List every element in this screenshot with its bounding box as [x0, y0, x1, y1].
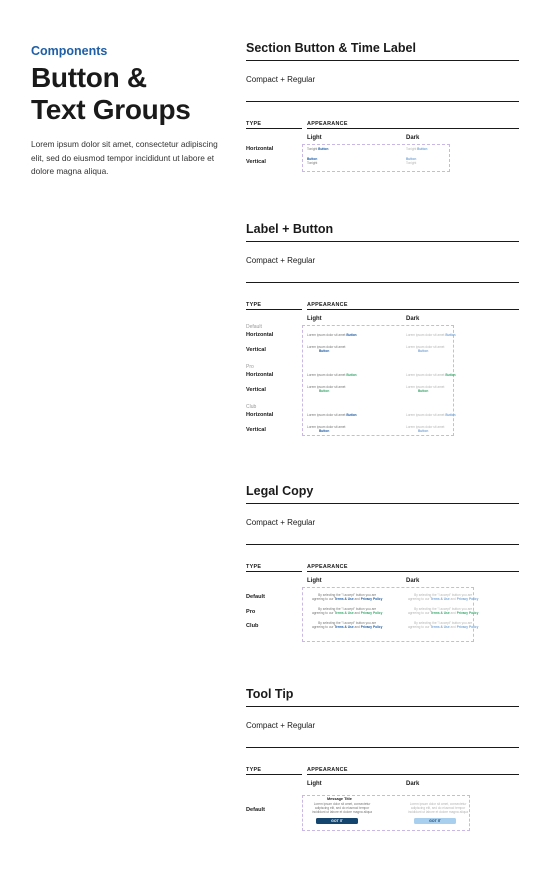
- preview-dark-vertical: Lorem ipsum dolor sit amet Button: [406, 425, 445, 433]
- intro-panel: [31, 44, 221, 179]
- legal-light-club: By selecting the "I accept" button you are agreeing to our Terms & Use and Privacy Policy: [312, 621, 383, 629]
- button-link[interactable]: Button: [445, 413, 456, 417]
- preview-dark-vertical: Lorem ipsum dolor sit amet Button: [406, 385, 445, 393]
- column-headers: [246, 129, 519, 143]
- button-link[interactable]: Button: [319, 389, 330, 393]
- appearance-header: APPEARANCE: [307, 302, 348, 308]
- legal-dark-default: By selecting the "I accept" button you are agreeing to our Terms & Use and Privacy Policy: [408, 593, 479, 601]
- section-subtitle: Compact + Regular: [246, 721, 316, 730]
- section-tool-tip: [246, 686, 519, 840]
- section-subtitle: Compact + Regular: [246, 256, 316, 265]
- appearance-header: APPEARANCE: [307, 767, 348, 773]
- section-title: Tool Tip: [246, 687, 294, 701]
- table-header: [246, 301, 519, 309]
- preview-light-vertical: Button Tonight: [307, 157, 318, 165]
- button-link[interactable]: Button: [346, 373, 357, 377]
- divider: [246, 60, 519, 61]
- tooltip-title: Message Title: [327, 797, 352, 801]
- dark-column-header: Dark: [406, 316, 420, 322]
- button-link[interactable]: Button: [346, 333, 357, 337]
- legal-dark-pro: By selecting the "I accept" button you are agreeing to our Terms & Use and Privacy Policy: [408, 607, 479, 615]
- eyebrow-label: Components: [31, 44, 108, 58]
- appearance-grid: [246, 324, 519, 444]
- appearance-grid: [246, 143, 519, 183]
- type-header: TYPE: [246, 767, 262, 773]
- group-label-club: Club: [246, 404, 257, 410]
- divider: [246, 241, 519, 242]
- row-label-club: Club: [246, 623, 259, 629]
- column-headers: [246, 310, 519, 324]
- appearance-header: APPEARANCE: [307, 564, 348, 570]
- legal-light-default: By selecting the "I accept" button you are agreeing to our Terms & Use and Privacy Policy: [312, 593, 383, 601]
- preview-dark-vertical: Lorem ipsum dolor sit amet Button: [406, 345, 445, 353]
- button-link[interactable]: Button: [417, 147, 428, 151]
- appearance-grid: [246, 594, 519, 644]
- divider: [246, 503, 519, 504]
- preview-dark-horizontal: Lorem ipsum dolor sit amet Button: [406, 373, 456, 377]
- section-subtitle: Compact + Regular: [246, 518, 316, 527]
- group-label-pro: Pro: [246, 364, 254, 370]
- preview-light-vertical: Lorem ipsum dolor sit amet Button: [307, 385, 346, 393]
- button-link[interactable]: Button: [319, 429, 330, 433]
- appearance-grid: [246, 795, 519, 840]
- divider: [246, 706, 519, 707]
- preview-light-horizontal: Tonight Button: [307, 147, 329, 151]
- button-link[interactable]: Button: [319, 349, 330, 353]
- row-label-horizontal: Horizontal: [246, 372, 274, 378]
- page-title: [31, 62, 221, 126]
- section-title: Legal Copy: [246, 484, 314, 498]
- group-label-default: Default: [246, 324, 262, 330]
- column-headers: [246, 775, 519, 795]
- light-column-header: Light: [307, 316, 322, 322]
- button-link[interactable]: Button: [418, 389, 429, 393]
- intro-body: Lorem ipsum dolor sit amet, consectetur adipiscing elit, sed do eiusmod tempor incididunt ut labore et dolore magna aliqua.: [31, 139, 218, 176]
- section-legal-copy: [246, 483, 519, 644]
- row-label-horizontal: Horizontal: [246, 146, 274, 152]
- preview-light-horizontal: Lorem ipsum dolor sit amet Button: [307, 373, 357, 377]
- row-label-vertical: Vertical: [246, 427, 266, 433]
- table-header: [246, 563, 519, 571]
- preview-dark-horizontal: Lorem ipsum dolor sit amet Button: [406, 333, 456, 337]
- light-column-header: Light: [307, 135, 322, 141]
- preview-frame: [302, 325, 454, 436]
- preview-dark-horizontal: Lorem ipsum dolor sit amet Button: [406, 413, 456, 417]
- preview-light-vertical: Lorem ipsum dolor sit amet Button: [307, 425, 346, 433]
- dark-column-header: Dark: [406, 135, 420, 141]
- tooltip-body: Lorem ipsum dolor sit amet, consectetur adipiscing elit, sed do eiusmod tempor incididunt ut labore et dolore magna aliqua: [312, 802, 373, 814]
- row-label-horizontal: Horizontal: [246, 412, 274, 418]
- preview-light-horizontal: Lorem ipsum dolor sit amet Button: [307, 333, 357, 337]
- row-label-pro: Pro: [246, 609, 256, 615]
- row-label-default: Default: [246, 807, 265, 813]
- type-header: TYPE: [246, 121, 262, 127]
- section-title: Section Button & Time Label: [246, 41, 416, 55]
- page-title-line-2: Text Groups: [31, 94, 191, 125]
- section-subtitle: Compact + Regular: [246, 75, 316, 84]
- section-label-button: [246, 221, 519, 444]
- table-header: [246, 120, 519, 128]
- table-header: [246, 766, 519, 774]
- row-label-horizontal: Horizontal: [246, 332, 274, 338]
- button-link[interactable]: Button: [418, 429, 429, 433]
- section-button-time-label: [246, 40, 519, 183]
- button-link[interactable]: Button: [418, 349, 429, 353]
- tooltip-body-dark: Lorem ipsum dolor sit amet, consectetur adipiscing elit, sed do eiusmod tempor incididunt ut labore et dolore magna aliqua: [408, 802, 469, 814]
- type-header: TYPE: [246, 302, 262, 308]
- row-label-default: Default: [246, 594, 265, 600]
- dark-column-header: Dark: [406, 578, 420, 584]
- button-link[interactable]: Button: [307, 157, 318, 161]
- row-label-vertical: Vertical: [246, 159, 266, 165]
- legal-dark-club: By selecting the "I accept" button you are agreeing to our Terms & Use and Privacy Policy: [408, 621, 479, 629]
- preview-dark-vertical: Button Tonight: [406, 157, 417, 165]
- button-link[interactable]: Button: [445, 373, 456, 377]
- row-label-vertical: Vertical: [246, 387, 266, 393]
- button-link[interactable]: Button: [346, 413, 357, 417]
- preview-light-vertical: Lorem ipsum dolor sit amet Button: [307, 345, 346, 353]
- got-it-button[interactable]: GOT IT: [316, 818, 358, 824]
- dark-column-header: Dark: [406, 781, 420, 787]
- preview-dark-horizontal: Tonight Button: [406, 147, 428, 151]
- preview-light-horizontal: Lorem ipsum dolor sit amet Button: [307, 413, 357, 417]
- button-link[interactable]: Button: [318, 147, 329, 151]
- light-column-header: Light: [307, 781, 322, 787]
- row-label-vertical: Vertical: [246, 347, 266, 353]
- legal-light-pro: By selecting the "I accept" button you are agreeing to our Terms & Use and Privacy Policy: [312, 607, 383, 615]
- type-header: TYPE: [246, 564, 262, 570]
- section-title: Label + Button: [246, 222, 334, 236]
- page-title-line-1: Button &: [31, 62, 147, 93]
- button-link[interactable]: Button: [406, 157, 417, 161]
- button-link[interactable]: Button: [445, 333, 456, 337]
- got-it-button-dark[interactable]: GOT IT: [414, 818, 456, 824]
- appearance-header: APPEARANCE: [307, 121, 348, 127]
- light-column-header: Light: [307, 578, 322, 584]
